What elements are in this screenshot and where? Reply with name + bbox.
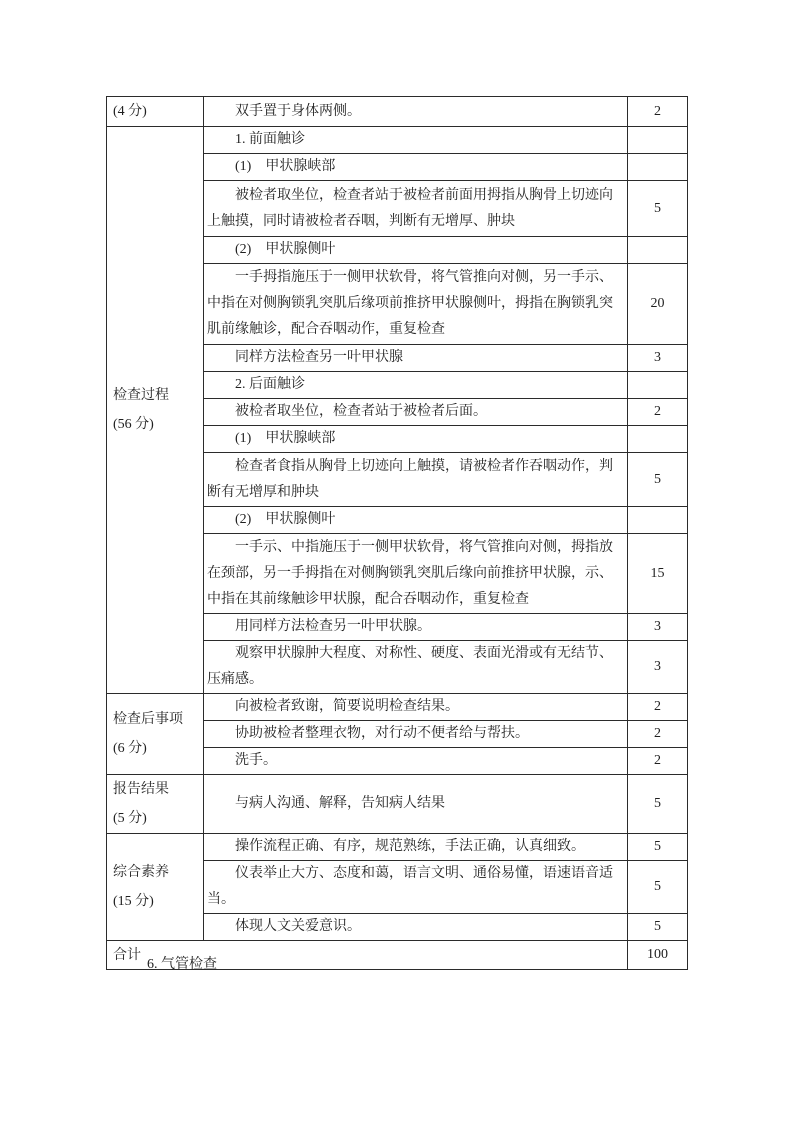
score-cell [628, 372, 688, 399]
item-cell: 双手置于身体两侧。 [204, 97, 628, 127]
item-cell: (1) 甲状腺峡部 [204, 154, 628, 181]
score-cell: 2 [628, 97, 688, 127]
score-cell: 5 [628, 834, 688, 861]
score-cell: 5 [628, 861, 688, 914]
item-cell: 向被检者致谢，简要说明检查结果。 [204, 694, 628, 721]
table-row [107, 127, 688, 154]
category-label: 检查后事项 [113, 712, 183, 727]
item-cell: 与病人沟通、解释，告知病人结果 [204, 775, 628, 834]
item-cell: 体现人文关爱意识。 [204, 914, 628, 941]
item-cell: 同样方法检查另一叶甲状腺 [204, 345, 628, 372]
score-cell: 3 [628, 614, 688, 641]
score-cell [628, 507, 688, 534]
item-cell: 观察甲状腺肿大程度、对称性、硬度、表面光滑或有无结节、压痛感。 [204, 641, 628, 694]
item-cell: 协助被检者整理衣物，对行动不便者给与帮扶。 [204, 721, 628, 748]
score-cell [628, 237, 688, 264]
category-label: 检查过程 [113, 388, 169, 403]
item-cell: (2) 甲状腺侧叶 [204, 237, 628, 264]
total-label-cell: 合计 [107, 941, 628, 970]
scoring-table [106, 96, 688, 970]
category-points: (15 分) [113, 894, 154, 909]
score-cell: 5 [628, 775, 688, 834]
category-label: (4 分) [113, 104, 147, 119]
item-cell: (2) 甲状腺侧叶 [204, 507, 628, 534]
next-section-heading: 6. 气管检查 [147, 957, 217, 972]
score-cell [628, 127, 688, 154]
score-cell: 2 [628, 694, 688, 721]
total-score-cell: 100 [628, 941, 688, 970]
score-cell: 5 [628, 914, 688, 941]
table-row [107, 694, 688, 721]
score-cell: 3 [628, 345, 688, 372]
item-cell: 仪表举止大方、态度和蔼，语言文明、通俗易懂，语速语音适当。 [204, 861, 628, 914]
table-row [107, 834, 688, 861]
category-points: (6 分) [113, 741, 147, 756]
item-cell: 检查者食指从胸骨上切迹向上触摸，请被检者作吞咽动作，判断有无增厚和肿块 [204, 453, 628, 507]
category-points: (5 分) [113, 811, 147, 826]
category-cell [107, 775, 204, 834]
category-cell [107, 834, 204, 941]
score-cell: 3 [628, 641, 688, 694]
item-cell: (1) 甲状腺峡部 [204, 426, 628, 453]
item-cell: 操作流程正确、有序，规范熟练，手法正确，认真细致。 [204, 834, 628, 861]
score-cell [628, 426, 688, 453]
score-cell: 5 [628, 181, 688, 237]
item-cell: 被检者取坐位，检查者站于被检者前面用拇指从胸骨上切迹向上触摸，同时请被检者吞咽，判断有无增厚、肿块 [204, 181, 628, 237]
score-cell: 15 [628, 534, 688, 614]
score-cell: 20 [628, 264, 688, 345]
category-label: 综合素养 [113, 865, 169, 880]
item-cell: 用同样方法检查另一叶甲状腺。 [204, 614, 628, 641]
item-cell: 1. 前面触诊 [204, 127, 628, 154]
category-points: (56 分) [113, 417, 154, 432]
score-cell: 2 [628, 399, 688, 426]
score-cell [628, 154, 688, 181]
category-label: 报告结果 [113, 782, 169, 797]
score-cell: 2 [628, 721, 688, 748]
category-cell [107, 694, 204, 775]
item-cell: 2. 后面触诊 [204, 372, 628, 399]
category-cell [107, 97, 204, 127]
item-cell: 被检者取坐位，检查者站于被检者后面。 [204, 399, 628, 426]
item-cell: 一手拇指施压于一侧甲状软骨，将气管推向对侧，另一手示、中指在对侧胸锁乳突肌后缘项前推挤甲状腺侧叶，拇指在胸锁乳突肌前缘触诊，配合吞咽动作，重复检查 [204, 264, 628, 345]
item-cell: 一手示、中指施压于一侧甲状软骨，将气管推向对侧，拇指放在颈部，另一手拇指在对侧胸锁乳突肌后缘向前推挤甲状腺，示、中指在其前缘触诊甲状腺，配合吞咽动作，重复检查 [204, 534, 628, 614]
item-cell: 洗手。 [204, 748, 628, 775]
score-cell: 2 [628, 748, 688, 775]
category-cell [107, 127, 204, 694]
table-row [107, 97, 688, 127]
table-row [107, 775, 688, 834]
score-cell: 5 [628, 453, 688, 507]
